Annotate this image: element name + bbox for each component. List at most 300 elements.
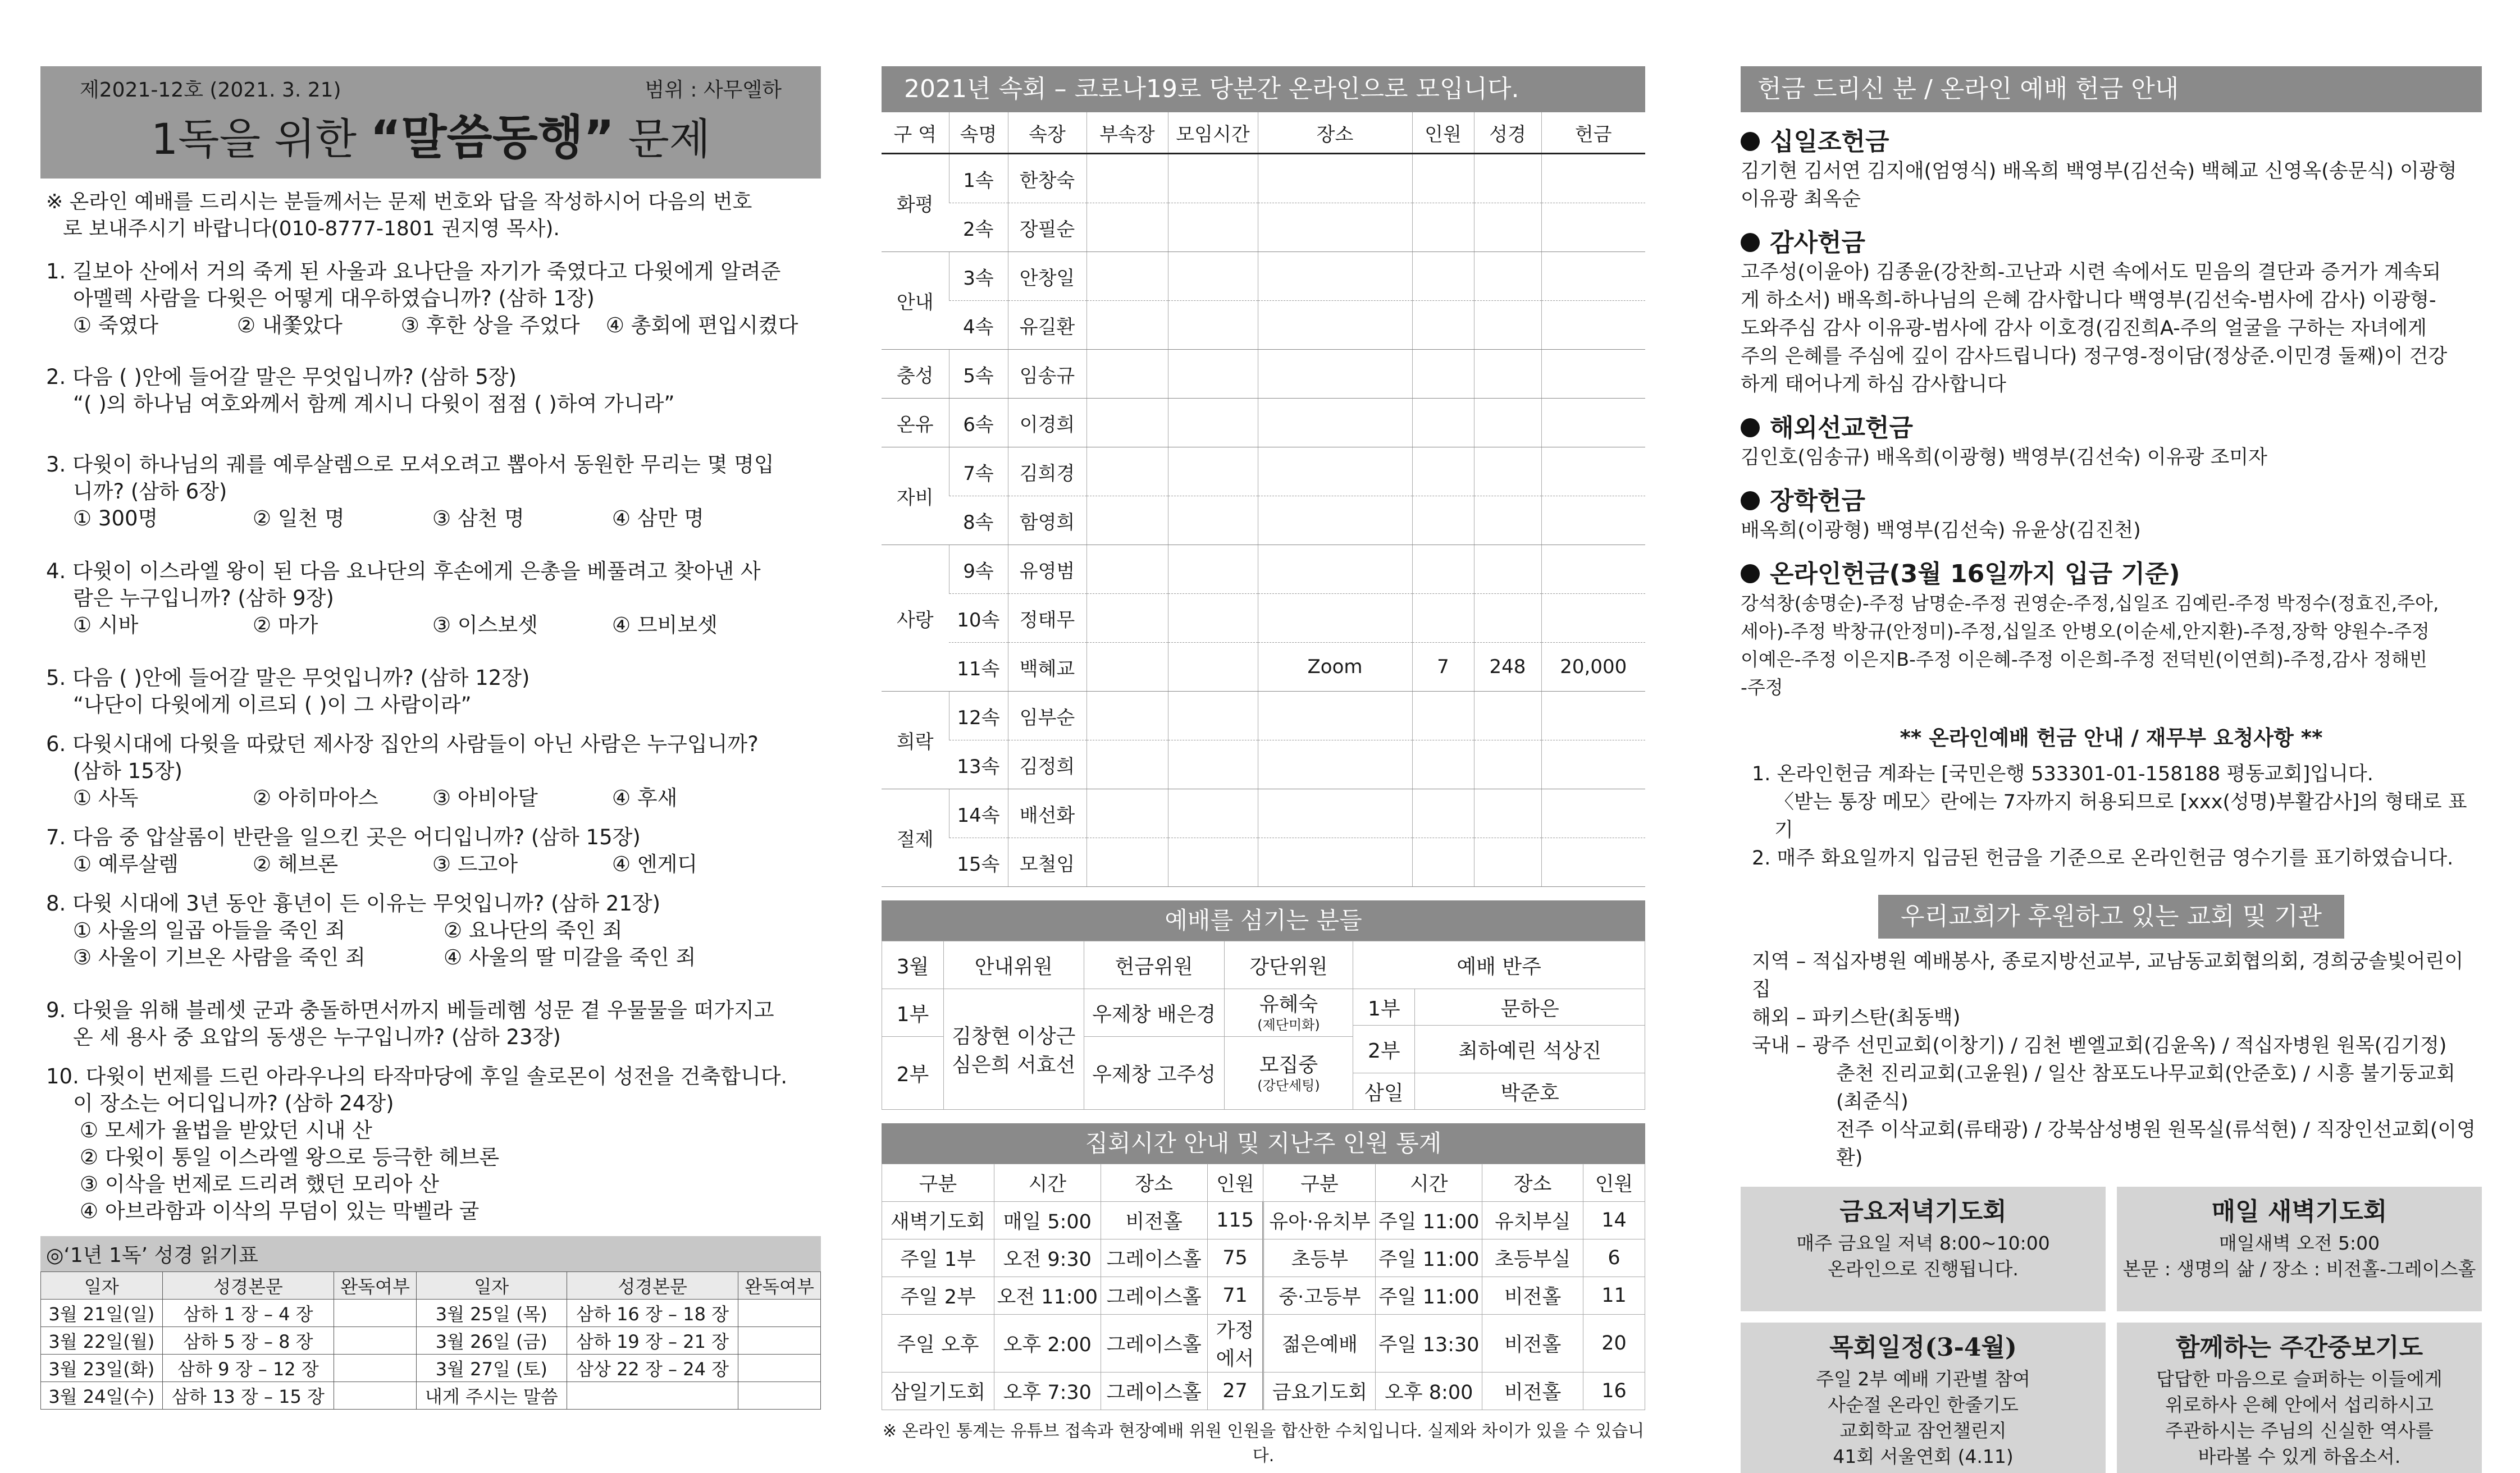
reading-cell: 삼하 5 장 – 8 장: [162, 1327, 334, 1355]
question-text: 이 장소는 어디입니까? (삼하 24장): [73, 1091, 394, 1115]
offering-column: [1741, 66, 2482, 1473]
info-boxes: [1741, 1187, 2482, 1473]
tithe-list: [1741, 157, 2482, 213]
choir-part: 1부: [1353, 989, 1415, 1026]
cell-group-cell: [1086, 594, 1168, 643]
box-title: 함께하는 주간중보기도: [2175, 1333, 2423, 1362]
stat-cell: 유아·유치부: [1263, 1202, 1376, 1239]
cell-group-cell: 1속: [949, 154, 1008, 203]
cell-group-cell: [1474, 350, 1541, 399]
serve-table: [882, 941, 1645, 1110]
cell-group-row: [882, 740, 1645, 789]
stat-cell: 비전홀: [1482, 1277, 1583, 1315]
cell-group-cell: [1086, 203, 1168, 252]
stat-cell: 삼일기도회: [882, 1373, 994, 1410]
stat-cell: 오후 8:00: [1376, 1373, 1482, 1410]
stat-cell: 주일 1부: [882, 1239, 994, 1277]
option: ③ 사울이 기브온 사람을 죽인 죄: [73, 945, 366, 969]
serve-offer: 우제창 고주성: [1084, 1037, 1224, 1110]
reading-cell: 삼하 13 장 – 15 장: [162, 1382, 334, 1410]
cell-group-cell: [1412, 838, 1474, 887]
option: ③ 드고아: [432, 852, 518, 876]
text-line: 강석창(송명순)-주정 남명순-주정 권영순-주정,십일조 김예린-주정 박정수(정효진,주아,: [1741, 592, 2439, 614]
cell-group-cell: [1412, 447, 1474, 496]
stat-cell: 14: [1583, 1202, 1645, 1239]
altar-name: 모집중: [1259, 1053, 1318, 1077]
option: ④ 사울의 딸 미갈을 죽인 죄: [444, 945, 696, 969]
question-text: 9. 다윗을 위해 블레셋 군과 충돌하면서까지 베들레헴 성문 곁 우물물을 떠가지고: [46, 998, 774, 1022]
question-text: 3. 다윗이 하나님의 궤를 예루살렘으로 모셔오려고 뽑아서 동원한 무리는 몇 명입: [46, 452, 774, 477]
box-title: 금요저녁기도회: [1839, 1197, 2007, 1226]
text-line: 하게 태어나게 하심 감사합니다: [1741, 373, 2006, 396]
cell-group-cell: [1258, 399, 1412, 447]
reading-header: 일자: [41, 1272, 163, 1300]
cell-group-cell: 장필순: [1008, 203, 1086, 252]
cell-group-cell: 2속: [949, 203, 1008, 252]
question-text: 아멜렉 사람을 다윗은 어떻게 대우하였습니까? (삼하 1장): [73, 286, 595, 310]
stat-table: [882, 1164, 1645, 1410]
text-line: 춘천 진리교회(고윤원) / 일산 참포도나무교회(안준호) / 시흥 불기둥교회(최준식): [1836, 1063, 2455, 1113]
stat-row: [882, 1239, 1645, 1277]
reading-cell: [738, 1327, 821, 1355]
cell-group-cell: [1086, 643, 1168, 692]
reading-cell: 3월 25일 (목): [416, 1300, 567, 1327]
option: ③ 후한 상을 주었다: [400, 313, 580, 337]
stat-cell: 초등부실: [1482, 1239, 1583, 1277]
question-text: 온 세 용사 중 요압의 동생은 누구입니까? (삼하 23장): [73, 1025, 561, 1049]
option: ② 마가: [253, 613, 318, 637]
cell-group-cell: [1168, 740, 1258, 789]
cell-group-row: [882, 643, 1645, 692]
question-text: 6. 다윗시대에 다윗을 따랐던 제사장 집안의 사람들이 아닌 사람은 누구입니까?: [46, 732, 759, 756]
section-title: 온라인헌금(3월 16일까지 입금 기준): [1770, 560, 2180, 588]
cell-group-row: [882, 447, 1645, 496]
cell-group-cell: [1086, 301, 1168, 350]
bullet-icon: [1741, 418, 1760, 437]
cell-group-cell: [1541, 154, 1645, 203]
cell-group-cell: 김정희: [1008, 740, 1086, 789]
cell-group-cell: 유영범: [1008, 545, 1086, 594]
question-10: [40, 1063, 821, 1225]
reading-cell: [334, 1382, 417, 1410]
reading-header: 성경본문: [567, 1272, 738, 1300]
cell-group-cell: [1258, 447, 1412, 496]
cell-group-cell: 3속: [949, 252, 1008, 301]
cell-group-cell: 14속: [949, 789, 1008, 838]
cell-group-cell: [1541, 838, 1645, 887]
region-name: 사랑: [882, 545, 949, 692]
cell-group-cell: [1258, 692, 1412, 740]
box-line: 매일새벽 오전 5:00: [2218, 1232, 2380, 1254]
option: ③ 이삭을 번제로 드리려 했던 모리아 산: [80, 1172, 439, 1196]
text-line: 전주 이삭교회(류태광) / 강북삼성병원 원목실(류석현) / 직장인선교회(이영환): [1836, 1119, 2476, 1169]
stat-cell: 유치부실: [1482, 1202, 1583, 1239]
cell-group-header: 구 역: [882, 112, 949, 154]
text-line: 배옥희(이광형) 백영부(김선숙) 유윤상(김진천): [1741, 519, 2141, 542]
cell-group-cell: 7: [1412, 643, 1474, 692]
thanks-list: [1741, 258, 2482, 399]
cell-group-cell: [1541, 545, 1645, 594]
option: ② 헤브론: [253, 852, 339, 876]
cell-group-cell: 9속: [949, 545, 1008, 594]
stat-cell: 초등부: [1263, 1239, 1376, 1277]
cell-group-row: [882, 350, 1645, 399]
stat-row: [882, 1373, 1645, 1410]
option: ③ 삼천 명: [432, 506, 524, 530]
cell-group-cell: [1086, 350, 1168, 399]
reading-cell: [738, 1355, 821, 1382]
quiz-range: 범위 : 사무엘하: [645, 79, 782, 102]
option: ④ 아브라함과 이삭의 무덤이 있는 막벨라 굴: [80, 1199, 480, 1223]
text-line: 이예은-주정 이은지B-주정 이은혜-주정 이은희-주정 전덕빈(이연희)-주정,감사 정해빈: [1741, 648, 2427, 670]
cell-group-header: 장소: [1258, 112, 1412, 154]
cell-group-cell: 이경희: [1008, 399, 1086, 447]
reading-cell: 삼하 19 장 – 21 장: [567, 1327, 738, 1355]
text-line: 지역 – 적십자병원 예배봉사, 종로지방선교부, 교남동교회협의회, 경희궁솔빛어린이집: [1752, 950, 2464, 1001]
stat-cell: 주일 오후: [882, 1315, 994, 1373]
cell-group-cell: [1168, 789, 1258, 838]
stat-cell: 27: [1207, 1373, 1263, 1410]
cell-group-header: 인원: [1412, 112, 1474, 154]
cell-group-header: 속명: [949, 112, 1008, 154]
mission-heading: [1741, 408, 2482, 443]
quiz-title-bold: “말씀동행”: [370, 110, 615, 165]
question-7: [40, 824, 821, 878]
reading-header: 성경본문: [162, 1272, 334, 1300]
reading-cell: 삼상 22 장 – 24 장: [567, 1355, 738, 1382]
cell-group-cell: [1412, 399, 1474, 447]
cell-group-cell: [1086, 789, 1168, 838]
stat-cell: 젊은예배: [1263, 1315, 1376, 1373]
question-text: “나단이 다윗에게 이르되 ( )이 그 사람이라”: [73, 693, 472, 717]
stat-body: [882, 1202, 1645, 1410]
region-name: 자비: [882, 447, 949, 545]
question-5: [40, 665, 821, 719]
reading-cell: [567, 1382, 738, 1410]
section-title: 십일조헌금: [1770, 127, 1889, 156]
stat-cell: 그레이스홀: [1101, 1373, 1207, 1410]
guide-names: 심은희 서효선: [952, 1054, 1076, 1077]
option: ④ 삼만 명: [612, 506, 704, 530]
stat-cell: 75: [1207, 1239, 1263, 1277]
cell-group-cell: [1258, 594, 1412, 643]
choir-name: 문하은: [1415, 989, 1645, 1026]
cell-group-cell: [1168, 692, 1258, 740]
support-title: 우리교회가 후원하고 있는 교회 및 기관: [1878, 895, 2344, 939]
cell-group-cell: [1258, 838, 1412, 887]
stat-header-row: [882, 1164, 1645, 1202]
option: ④ 엔게디: [612, 852, 698, 876]
cell-group-cell: 안창일: [1008, 252, 1086, 301]
cell-group-row: [882, 545, 1645, 594]
reading-plan-body: [41, 1300, 821, 1410]
quiz-title-post: 문제: [614, 114, 711, 164]
cell-group-cell: [1258, 154, 1412, 203]
cell-group-cell: [1086, 740, 1168, 789]
stat-header: 시간: [1376, 1164, 1482, 1202]
stat-cell: 새벽기도회: [882, 1202, 994, 1239]
text-line: 이유광 최옥순: [1741, 188, 1861, 211]
cell-group-header: 속장: [1008, 112, 1086, 154]
reading-row: [41, 1300, 821, 1327]
box-line: 사순절 온라인 한줄기도: [1828, 1394, 2019, 1416]
cell-group-cell: [1474, 740, 1541, 789]
text-line: 1. 온라인헌금 계좌는 [국민은행 533301-01-158188 평동교회]입니다.: [1752, 763, 2373, 785]
cell-group-cell: 13속: [949, 740, 1008, 789]
question-options: [46, 505, 821, 532]
cell-group-cell: [1168, 838, 1258, 887]
offering-title: 헌금 드리신 분 / 온라인 예배 헌금 안내: [1741, 66, 2482, 112]
option: ② 일천 명: [253, 506, 345, 530]
reading-header: 완독여부: [334, 1272, 417, 1300]
cell-group-cell: [1474, 399, 1541, 447]
support-list: [1741, 948, 2482, 1172]
cell-group-row: [882, 594, 1645, 643]
question-8: [40, 890, 821, 971]
cell-group-cell: 15속: [949, 838, 1008, 887]
cell-group-cell: [1541, 692, 1645, 740]
cell-group-cell: [1474, 496, 1541, 545]
cell-group-cell: 김희경: [1008, 447, 1086, 496]
stat-header: 인원: [1583, 1164, 1645, 1202]
option: ① 예루살렘: [73, 852, 179, 876]
online-heading: [1741, 553, 2482, 589]
section-title: 해외선교헌금: [1770, 414, 1914, 442]
box-line: 주일 2부 예배 기관별 참여: [1816, 1368, 2030, 1390]
issue-number: 제2021-12호 (2021. 3. 21): [80, 79, 341, 102]
question-text: 1. 길보아 산에서 거의 죽게 된 사울과 요나단을 자기가 죽였다고 다윗에게 알려준: [46, 259, 781, 283]
stat-cell: 그레이스홀: [1101, 1239, 1207, 1277]
quiz-header: [40, 66, 821, 179]
stat-cell: 115: [1207, 1202, 1263, 1239]
serve-header: 안내위원: [943, 941, 1084, 989]
reading-cell: 내게 주시는 말씀: [416, 1382, 567, 1410]
stat-header: 구분: [1263, 1164, 1376, 1202]
box-line: 위로하사 은혜 안에서 섭리하시고: [2165, 1394, 2434, 1416]
reading-row: [41, 1355, 821, 1382]
cell-group-cell: 10속: [949, 594, 1008, 643]
serve-altar: [1224, 989, 1353, 1037]
reading-cell: [738, 1300, 821, 1327]
cell-group-title: 2021년 속회 – 코로나19로 당분간 온라인으로 모입니다.: [882, 66, 1645, 112]
quiz-title-pre: 1독을 위한: [150, 114, 371, 164]
cell-group-cell: [1412, 496, 1474, 545]
cell-group-row: [882, 203, 1645, 252]
option: ④ 후새: [612, 786, 678, 810]
question-options: [46, 612, 821, 639]
cell-group-cell: [1168, 496, 1258, 545]
cell-group-cell: [1474, 838, 1541, 887]
cell-group-cell: 배선화: [1008, 789, 1086, 838]
cell-group-cell: 7속: [949, 447, 1008, 496]
altar-name: 유혜숙: [1259, 993, 1318, 1016]
serve-title: 예배를 섬기는 분들: [882, 900, 1645, 941]
cell-group-cell: 11속: [949, 643, 1008, 692]
question-text: 5. 다음 ( )안에 들어갈 말은 무엇입니까? (삼하 12장): [46, 666, 530, 690]
bullet-icon: [1741, 564, 1760, 583]
cell-group-cell: 12속: [949, 692, 1008, 740]
cell-group-cell: Zoom: [1258, 643, 1412, 692]
serve-header: 예배 반주: [1353, 941, 1645, 989]
cell-group-cell: 4속: [949, 301, 1008, 350]
option: ① 모세가 율법을 받았던 시내 산: [80, 1118, 372, 1142]
cell-group-cell: 5속: [949, 350, 1008, 399]
cell-group-cell: 모철임: [1008, 838, 1086, 887]
text-line: 김인호(임송규) 배옥희(이광형) 백영부(김선숙) 이유광 조미자: [1741, 446, 2267, 469]
question-options: [46, 944, 821, 971]
question-text: 8. 다윗 시대에 3년 동안 흉년이 든 이유는 무엇입니까? (삼하 21장): [46, 891, 661, 916]
cell-group-cell: [1541, 252, 1645, 301]
cell-group-cell: [1086, 252, 1168, 301]
cell-group-cell: 백혜교: [1008, 643, 1086, 692]
reading-row: [41, 1327, 821, 1355]
cell-group-cell: [1541, 594, 1645, 643]
cell-group-cell: [1541, 399, 1645, 447]
choir-part: 2부: [1353, 1026, 1415, 1073]
cell-group-cell: [1474, 252, 1541, 301]
guide-names: 김창현 이상근: [952, 1025, 1076, 1048]
stat-cell: 오전 9:30: [994, 1239, 1101, 1277]
cell-group-cell: 6속: [949, 399, 1008, 447]
cell-group-table: [882, 112, 1645, 887]
reading-cell: [738, 1382, 821, 1410]
reading-cell: 3월 24일(수): [41, 1382, 163, 1410]
question-options: [46, 785, 821, 812]
cell-group-cell: [1086, 496, 1168, 545]
option: ② 요나단의 죽인 죄: [444, 918, 623, 943]
stat-cell: 주일 11:00: [1376, 1239, 1482, 1277]
cell-group-cell: [1541, 350, 1645, 399]
region-name: 희락: [882, 692, 949, 789]
stat-cell: 그레이스홀: [1101, 1315, 1207, 1373]
reading-plan-table: [40, 1271, 821, 1410]
stat-cell: 오후 7:30: [994, 1373, 1101, 1410]
cell-group-row: [882, 399, 1645, 447]
region-name: 절제: [882, 789, 949, 887]
cell-group-row: [882, 838, 1645, 887]
option: ① 300명: [73, 506, 158, 530]
cell-group-row: [882, 496, 1645, 545]
reading-cell: 3월 26일 (금): [416, 1327, 567, 1355]
stat-cell: 6: [1583, 1239, 1645, 1277]
cell-group-cell: [1258, 252, 1412, 301]
question-text: 10. 다윗이 번제를 드린 아라우나의 타작마당에 후일 솔로몬이 성전을 건축합니다.: [46, 1064, 788, 1088]
thanks-heading: [1741, 222, 2482, 258]
reading-cell: [334, 1300, 417, 1327]
region-name: 안내: [882, 252, 949, 350]
cell-group-cell: [1412, 594, 1474, 643]
option: ① 사울의 일곱 아들을 죽인 죄: [73, 918, 346, 943]
stat-header: 인원: [1207, 1164, 1263, 1202]
cell-group-cell: [1258, 545, 1412, 594]
stat-header: 시간: [994, 1164, 1101, 1202]
serve-header: 헌금위원: [1084, 941, 1224, 989]
stat-row: [882, 1202, 1645, 1239]
cell-group-cell: [1474, 154, 1541, 203]
cell-group-cell: [1412, 252, 1474, 301]
box-title: 매일 새벽기도회: [2211, 1197, 2387, 1226]
option: ① 사독: [73, 786, 139, 810]
stat-cell: 가정에서: [1207, 1315, 1263, 1373]
stat-cell: 금요기도회: [1263, 1373, 1376, 1410]
cell-group-cell: [1412, 203, 1474, 252]
cell-group-cell: [1541, 203, 1645, 252]
friday-prayer-box: [1741, 1187, 2106, 1311]
region-name: 충성: [882, 350, 949, 399]
intercession-box: [2117, 1323, 2482, 1473]
stat-cell: 비전홀: [1482, 1373, 1583, 1410]
cell-group-cell: [1168, 252, 1258, 301]
question-3: [40, 451, 821, 532]
stat-row: [882, 1315, 1645, 1373]
cell-group-cell: [1541, 496, 1645, 545]
cell-group-cell: [1258, 301, 1412, 350]
stat-cell: 71: [1207, 1277, 1263, 1315]
option: ① 시바: [73, 613, 139, 637]
cell-group-cell: 20,000: [1541, 643, 1645, 692]
reading-row: [41, 1382, 821, 1410]
option: ④ 총회에 편입시켰다: [605, 313, 798, 337]
stat-cell: 주일 11:00: [1376, 1202, 1482, 1239]
reading-cell: 3월 23일(화): [41, 1355, 163, 1382]
schedule-box: [1741, 1323, 2106, 1473]
stat-cell: 중·고등부: [1263, 1277, 1376, 1315]
cell-group-header: 성경: [1474, 112, 1541, 154]
altar-note: (강단세팅): [1257, 1077, 1320, 1094]
stat-header: 장소: [1482, 1164, 1583, 1202]
cell-group-cell: [1086, 399, 1168, 447]
choir-part: 삼일: [1353, 1073, 1415, 1110]
stat-cell: 오후 2:00: [994, 1315, 1101, 1373]
stat-cell: 비전홀: [1101, 1202, 1207, 1239]
cell-group-cell: [1412, 301, 1474, 350]
online-list: [1741, 589, 2482, 702]
text-line: 도와주심 감사 이유광-범사에 감사 이호경(김진희A-주의 얼굴을 구하는 자녀에게: [1741, 317, 2427, 340]
cell-group-cell: 임부순: [1008, 692, 1086, 740]
cell-group-cell: [1412, 545, 1474, 594]
cell-group-body: [882, 154, 1645, 887]
text-line: 세아)-주정 박창규(안정미)-주정,십일조 안병오(이순세,안지환)-주정,장학 양원수-주정: [1741, 620, 2430, 642]
reading-cell: 삼하 1 장 – 4 장: [162, 1300, 334, 1327]
stat-cell: 주일 13:30: [1376, 1315, 1482, 1373]
reading-cell: 3월 27일 (토): [416, 1355, 567, 1382]
cell-group-cell: [1412, 692, 1474, 740]
reading-header: 완독여부: [738, 1272, 821, 1300]
cell-group-cell: [1168, 301, 1258, 350]
stat-cell: 20: [1583, 1315, 1645, 1373]
question-options: [46, 917, 821, 944]
question-4: [40, 558, 821, 639]
cell-group-row: [882, 154, 1645, 203]
cell-group-cell: [1168, 545, 1258, 594]
cell-group-cell: [1086, 838, 1168, 887]
question-text: 니까? (삼하 6장): [73, 479, 227, 504]
cell-group-cell: [1474, 692, 1541, 740]
cell-group-cell: [1541, 789, 1645, 838]
cell-group-header-row: [882, 112, 1645, 154]
cell-group-cell: [1541, 447, 1645, 496]
cell-group-cell: [1258, 203, 1412, 252]
section-title: 감사헌금: [1770, 228, 1866, 257]
cell-group-cell: [1412, 154, 1474, 203]
text-line: 국내 – 광주 선민교회(이창기) / 김천 벧엘교회(김윤옥) / 적십자병원 원목(김기정): [1752, 1035, 2447, 1057]
reading-cell: [334, 1355, 417, 1382]
cell-group-cell: 8속: [949, 496, 1008, 545]
quiz-intro: [46, 189, 821, 243]
cell-group-cell: [1474, 301, 1541, 350]
altar-note: (제단미화): [1257, 1017, 1320, 1033]
intro-line: 로 보내주시기 바랍니다(010-8777-1801 권지영 목사).: [63, 217, 560, 240]
